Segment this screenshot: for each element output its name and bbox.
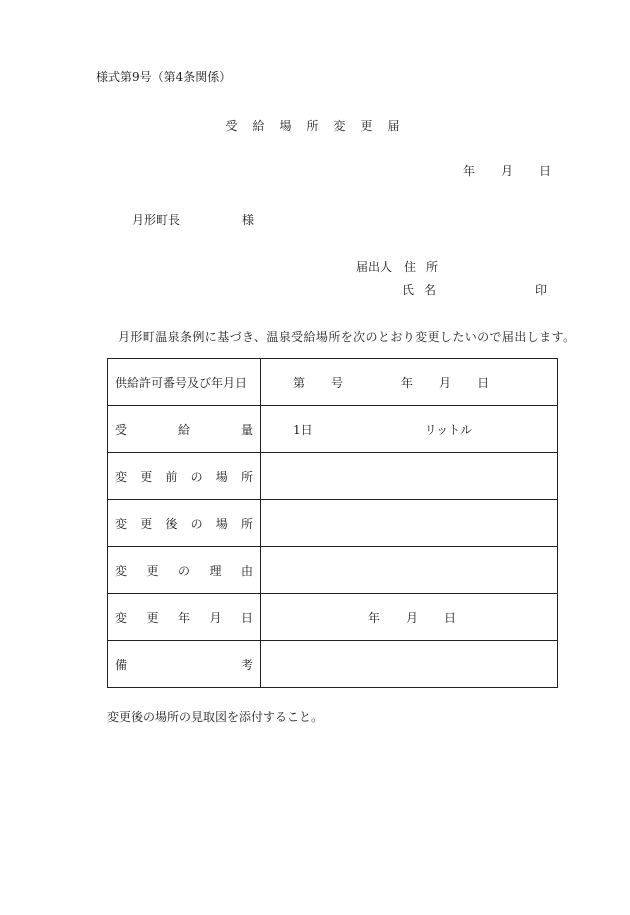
row-value-reason[interactable] [261,547,558,594]
table-row [108,594,558,641]
date-day-label: 日 [539,164,552,178]
date-month-label: 月 [501,164,514,178]
name-label: 氏名 [402,283,447,297]
table-row [108,500,558,547]
row-label-after-location: 変 更 後 の 場 所 [108,500,261,547]
addressee-honorific: 様 [242,213,255,227]
footnote: 変更後の場所の見取図を添付すること。 [107,710,324,724]
intro-text: 月形町温泉条例に基づき、温泉受給場所を次のとおり変更したいので届出します。 [118,330,576,344]
table-row [108,547,558,594]
table-row [108,641,558,688]
table-row [108,359,558,406]
row-value-after-location[interactable] [261,500,558,547]
row-value-change-date[interactable]: 年 月 日 [261,594,558,641]
table-row [108,453,558,500]
notifier-address-row [356,258,448,275]
row-value-before-location[interactable] [261,453,558,500]
submission-date-line [463,162,551,179]
seal-mark: 印 [535,283,548,297]
notifier-label: 届出人 [356,260,393,274]
date-year-label: 年 [463,164,476,178]
table-row [108,406,558,453]
addressee-name: 月形町長 [132,213,181,227]
form-number: 様式第9号（第4条関係） [96,70,232,84]
row-label-permit: 供給許可番号及び年月日 [108,359,261,406]
row-label-change-date: 変 更 年 月 日 [108,594,261,641]
addressee [132,211,254,228]
row-label-remarks: 備 考 [108,641,261,688]
change-info-table [107,358,558,688]
row-label-reason: 変 更 の 理 由 [108,547,261,594]
row-value-remarks[interactable] [261,641,558,688]
row-value-permit[interactable]: 第 号 年 月 日 [261,359,558,406]
row-label-before-location: 変 更 前 の 場 所 [108,453,261,500]
address-label: 住所 [404,260,449,274]
row-value-volume[interactable]: 1日 リットル [261,406,558,453]
row-label-volume: 受 給 量 [108,406,261,453]
document-title: 受給場所変更届 [225,119,415,133]
